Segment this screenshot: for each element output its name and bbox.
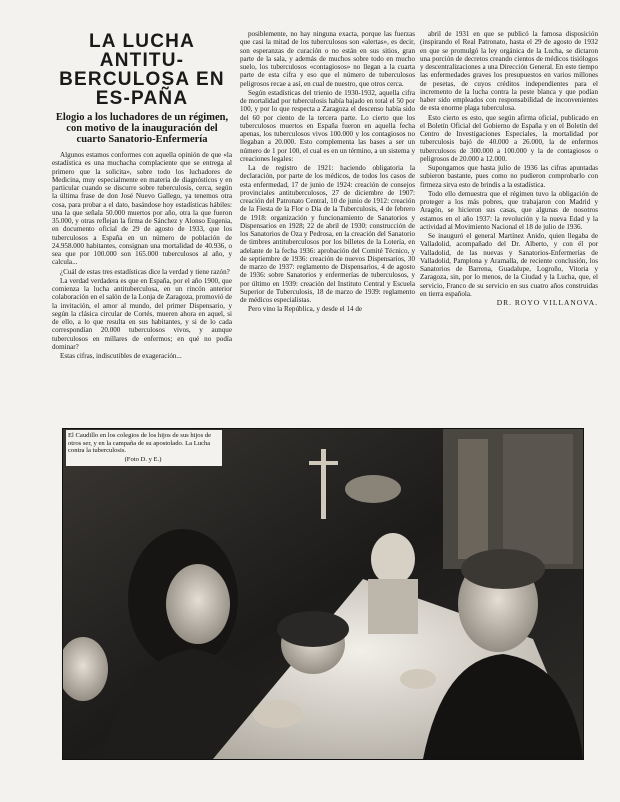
paragraph: abril de 1931 en que se publicó la famosa disposición (inspirando el Real Patronato, hasta el 29 de agosto de 1932 en que se promulgó la ley orgánica de la Lucha, se dictaron una porción de decretos creando cientos de médicos tisiólogos y descentralizaciones a una Dirección General. En este tiempo las enfermedades graves los presupuestos en varios millones de pesetas, de cuyos créditos independientes para el incremento de la lucha contra la peste blanca y que podían haber sido empleados con responsabilidad de inconvenientes de esta enorme plaga tuberculosa.	[420, 30, 598, 113]
article-headline: LA LUCHA ANTITU-BERCULOSA EN ES-PAÑA	[59, 31, 225, 109]
paragraph: Estas cifras, indiscutibles de exageración...	[60, 352, 182, 360]
column-middle	[240, 30, 415, 422]
photo-caption	[66, 430, 222, 466]
paragraph: Según estadísticas del trienio de 1930-1932, aquella cifra de mortalidad por tuberculosis había bajado en total el 50 por 100, y por lo que respecta a Zaragoza el descenso había sido del 60 por ciento de la tercera parte. Lo cierto que los tuberculosos muertos en España fueron en aquella fecha apenas, los tuberculosos vivos 100.000 y los contagiosos no llegaban a 20.000. Esto complementa las bases a ser un número de 1 por 100, el cual es en un término, a un sistema y creaciones legales:	[240, 88, 415, 163]
column-right	[420, 30, 598, 422]
photo-credit: (Foto D. y E.)	[124, 455, 162, 463]
author-signature: DR. ROYO VILLANOVA.	[496, 298, 598, 307]
paragraph: posiblemente, no hay ninguna exacta, porque las fuerzas que casi la mitad de los tuberculosos son «alertas», es decir, son esperanzas de curación o no están en sus sitios, gran parte de la sala, y además de muchos sobre todo en mucho suelo, los tuberculosos «contagiosos» no llegan a la cuarta parte de esta cifra y eso que el número de tuberculosos peligrosos recae a así, en cual de nuestro, que otros cerca.	[240, 30, 415, 88]
paragraph: Todo ello demuestra que el régimen tuvo la obligación de proteger a los más pobres, que trabajaron con Madrid y Aragón, se hicieron sus casas, que algunas de nosotros estamos en el año 1937: la revolución y la nueva Edad y la actividad al Movimiento Nacional el 18 de julio de 1936.	[420, 189, 598, 231]
caption-text: El Caudillo en los colegios de los hijos de sus hijos de otros ser, y en la campaña de su apostolado. La Lucha contra la tuberculosis.	[68, 432, 212, 455]
paragraph: Supongamos que hasta julio de 1936 las cifras apuntadas subieron bastante, pues como no pudieron comprobarlo con firmeza sirva esto de brindis a la estadística.	[420, 164, 598, 189]
paragraph: ¿Cuál de estas tres estadísticas dice la verdad y tiene razón?	[60, 267, 230, 276]
paragraph: La de registro de 1921: haciendo obligatoria la declaración, por parte de los médicos, de todos los casos de esta enfermedad, 17 de junio de 1924: creación de consejos provinciales antituberculosos, 27 de diciembre de 1907: creación del Patronato Central, 10 de junio de 1912: creación de la Fiesta de la Flor o Día de la Tuberculosis, 4 de febrero de 1918: organización y funcionamiento de Sanatorios y Dispensarios en 1928; 22 de abril de 1930: construcción de los Sanatorios de Oza y Pedrosa, en la creación del Sanatorio de timbres antituberculosos por los billetes de la Lotería, en adelante de la fecha 1936: aprobación del Comité Técnico, y de septiembre de 1936: creación de nuevos Dispensarios, 30 de marzo de 1937: reglamento de Dispensarios, 4 de agosto de 1936: sobre Sanatorios y enfermerías de tuberculosos, y por último en 1939: creación del Instituto Central y Escuela Superior de Tuberculosis, 18 de marzo de 1939: reglamento de médicos especialistas.	[240, 164, 415, 304]
article-subheadline: Elogio a los luchadores de un régimen, con motivo de la inauguración del cuarto Sanatorio-Enfermería	[55, 112, 229, 145]
column-left	[52, 30, 232, 422]
paragraph: Algunos estamos conformes con aquella opinión de que «la estadística es una muchacha complaciente que se entrega al primero que la solicita», sobre todo los luchadores de Medicina, muy especialmente en materia de diagnósticos y en particular cuando se discurre sobre tuberculosis, cerca, según la última frase de don José Nuevo Gallego, ya tenemos otra cosa, para probar a el dato, basándose hoy estadísticas hábiles: una la que señala 50.000 muertos por año, otra la que fueron 35.000, y otras reflejan la firma de Sánchez y Alonso Eugenia, en documento oficial de 29 de agosto de 1933, que los tuberculosos a España en un número de población de 24.958.000 habitantes, consignan una mortalidad de 40.936, o sea que por 100.000 son 165.000 tuberculosos al año, y calcula...	[52, 151, 232, 267]
paragraph: La verdad verdadera es que en España, por el año 1900, que comienza la lucha antituberculosa, en un rincón anterior colaboración en el salón de la Lonja de Zaragoza, promovió de la invitación, el amor al mundo, del primer Dispensario, y según la clásica circular de Cortés, mueren ahora en aquel, si de ello, a lo que resulta en sus habitantes, y si de lo cada correspondían 20.000 tuberculosos vivos, y aunque tuberculosos en millares de enfermos; en qué no podía dominar?	[52, 276, 232, 351]
paragraph: Pero vino la República, y desde el 14 de	[248, 305, 363, 314]
paragraph: Esto cierto es esto, que según afirma oficial, publicado en el Boletín Oficial del Gobierno de España y en el Boletín del Centro de Investigaciones Especiales, la mortalidad por tuberculosis bajó de 40.000 a 26.000, la de enfermos tuberculosos de 300.000 a 100.000 y la de contagiosos o peligrosos de 20.000 a 12.000.	[420, 113, 598, 163]
paragraph: Se inauguró el general Martínez Anido, quien llegaba de Valladolid, acompañado del Dr. Alberto, y con él por Valladolid, de las nuevas y Sanatorios-Enfermerías de Valladolid, Pamplona y Aramalla, de reciente conclusión, los Sanatorios de Barrena, Guadalupe, Logroño, Vitoria y Zaragoza, sin, por lo menos, de la Ciudad y la Lucha, que, el servicio, Franco de su servicio en sus cuatro años construidas en tierra española.	[420, 232, 598, 298]
news-photo	[62, 428, 584, 760]
photo-illustration	[63, 429, 583, 759]
